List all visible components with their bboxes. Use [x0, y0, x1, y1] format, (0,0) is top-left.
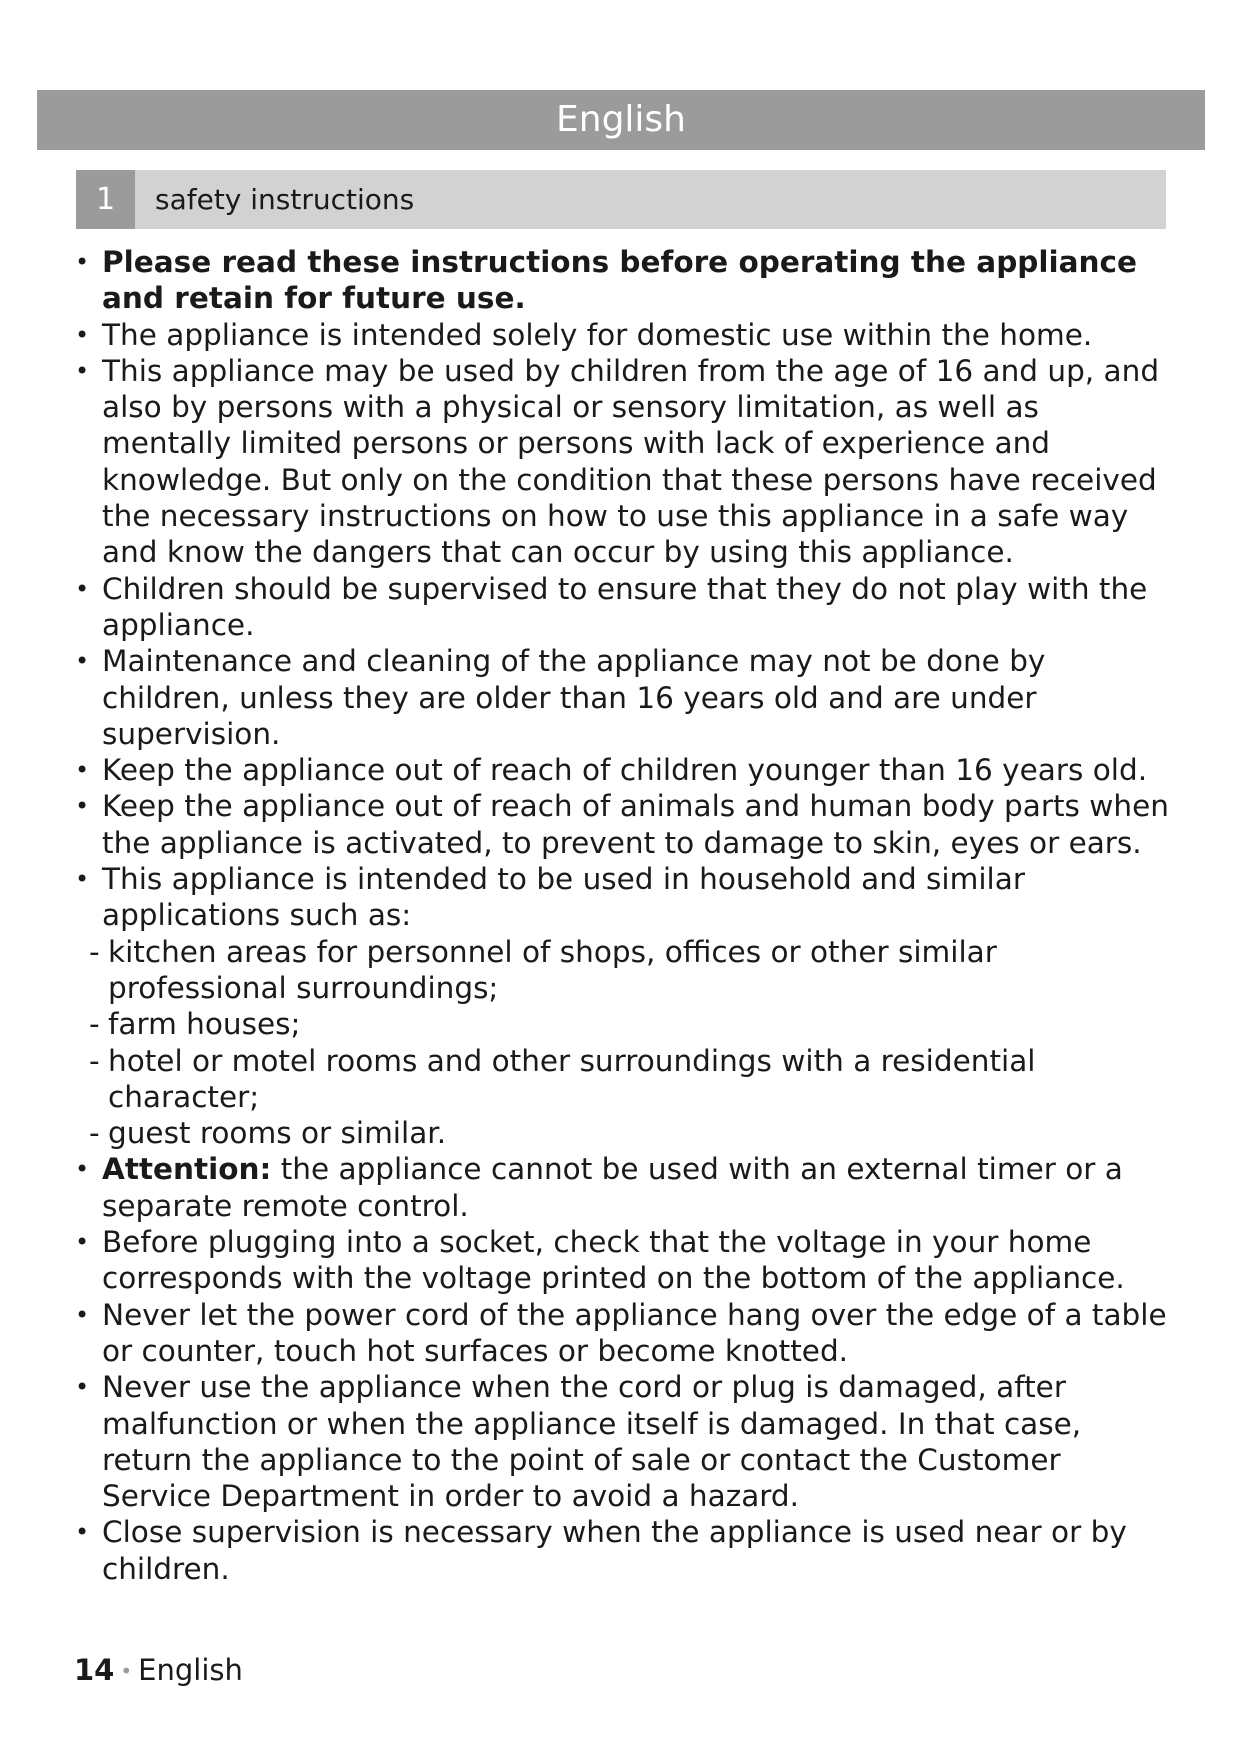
- page-footer: [74, 1652, 243, 1689]
- sub-list-item-text: farm houses;: [108, 1007, 301, 1042]
- list-item: [72, 1369, 1177, 1514]
- sub-list-item-text: hotel or motel rooms and other surroundings with a residential character;: [108, 1043, 1036, 1114]
- list-item-text: Keep the appliance out of reach of animals and human body parts when the appliance is activated, to prevent to damage to skin, eyes or ears.: [102, 789, 1169, 860]
- list-item: [72, 752, 1177, 788]
- sub-list-item: [72, 1043, 1177, 1116]
- section-number: 1: [76, 170, 135, 229]
- attention-label: Attention:: [102, 1152, 272, 1187]
- footer-language: English: [138, 1653, 243, 1687]
- language-banner: English: [37, 90, 1205, 150]
- page-number: 14: [74, 1653, 115, 1687]
- list-item-text: Close supervision is necessary when the appliance is used near or by children.: [102, 1515, 1127, 1586]
- list-item-text: The appliance is intended solely for domestic use within the home.: [102, 317, 1093, 352]
- sub-list-item: [72, 1115, 1177, 1151]
- list-item: [72, 244, 1177, 317]
- list-item-text: Keep the appliance out of reach of children younger than 16 years old.: [102, 753, 1148, 788]
- section-header: [76, 170, 1166, 229]
- list-item: [72, 1224, 1177, 1297]
- list-item: [72, 353, 1177, 571]
- list-item-text: This appliance is intended to be used in household and similar applications such as:: [102, 862, 1025, 933]
- list-item-text: This appliance may be used by children from the age of 16 and up, and also by persons with a physical or sensory limitation, as well as mentally limited persons or persons with lack of experience and knowledge. But only on the condition that these persons have received the necessary instructions on how to use this appliance in a safe way and know the dangers that can occur by using this appliance.: [102, 353, 1160, 570]
- sub-list-item: [72, 1006, 1177, 1042]
- attention-text: the appliance cannot be used with an external timer or a separate remote control.: [102, 1152, 1123, 1223]
- list-item: [72, 861, 1177, 934]
- attention-item: [72, 1151, 1177, 1224]
- list-item-text: Children should be supervised to ensure that they do not play with the appliance.: [102, 571, 1148, 642]
- sub-list-item-text: kitchen areas for personnel of shops, offices or other similar professional surroundings;: [108, 934, 997, 1005]
- list-item: [72, 788, 1177, 861]
- list-item: [72, 571, 1177, 644]
- list-item: [72, 1297, 1177, 1370]
- footer-separator: •: [120, 1659, 133, 1683]
- section-title: safety instructions: [155, 183, 415, 216]
- sub-list-item-text: guest rooms or similar.: [108, 1116, 447, 1151]
- sub-list: [72, 934, 1177, 1152]
- safety-instructions-list: [72, 244, 1177, 1587]
- list-item-text: Never let the power cord of the appliance hang over the edge of a table or counter, touch hot surfaces or become knotted.: [102, 1297, 1167, 1368]
- sub-list-item: [72, 934, 1177, 1007]
- list-item: [72, 317, 1177, 353]
- list-item-text: Please read these instructions before operating the appliance and retain for future use.: [102, 245, 1138, 316]
- list-item-text: Maintenance and cleaning of the appliance may not be done by children, unless they are older than 16 years old and are under supervision.: [102, 644, 1046, 751]
- list-item-text: Before plugging into a socket, check that the voltage in your home corresponds with the voltage printed on the bottom of the appliance.: [102, 1225, 1125, 1296]
- list-item-text: Never use the appliance when the cord or plug is damaged, after malfunction or when the appliance itself is damaged. In that case, return the appliance to the point of sale or contact the Customer Service Department in order to avoid a hazard.: [102, 1370, 1082, 1514]
- list-item: [72, 1514, 1177, 1587]
- list-item: [72, 643, 1177, 752]
